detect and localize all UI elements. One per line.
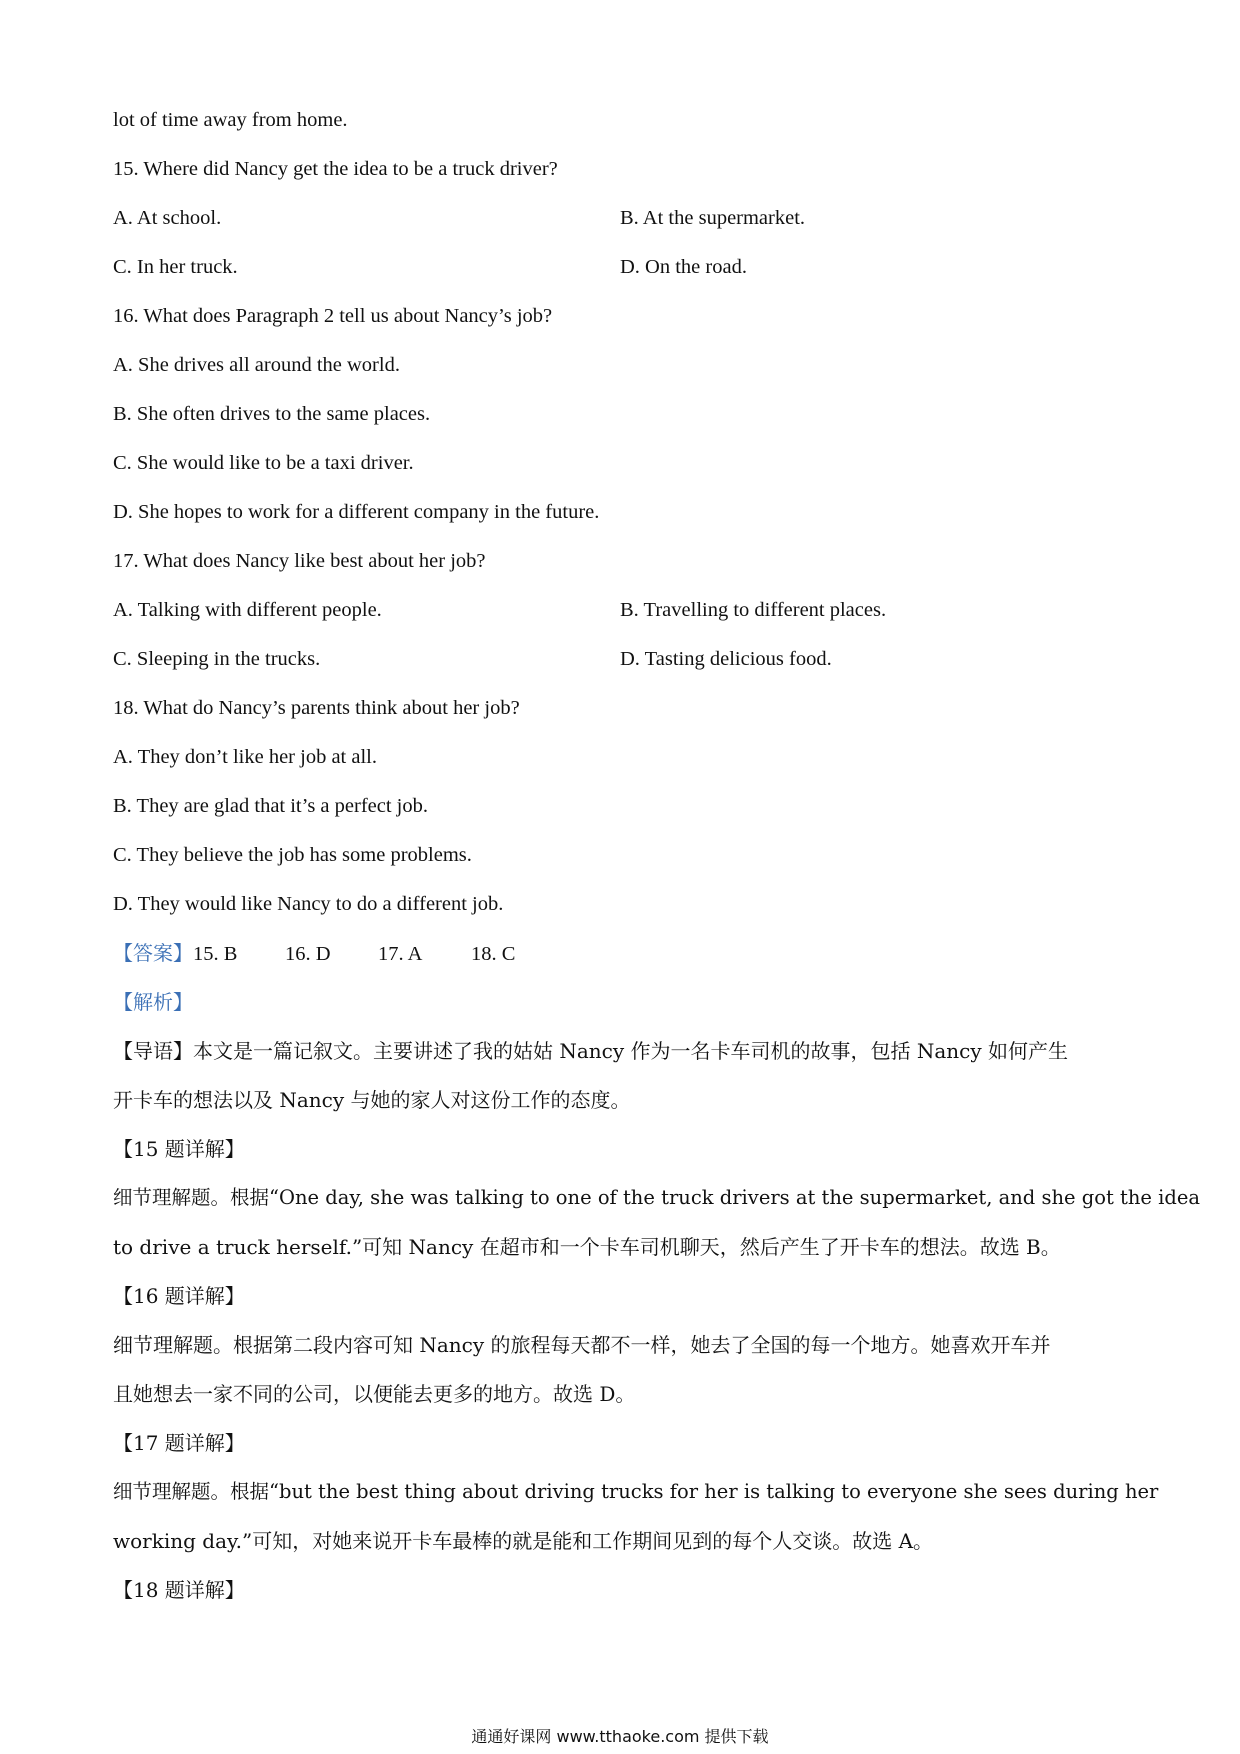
q18-option-b: B. They are glad that it’s a perfect job. bbox=[113, 795, 428, 817]
detail-18-title: 【18 题详解】 bbox=[113, 1578, 245, 1602]
answer-item: 16. D bbox=[285, 943, 331, 965]
q18-stem: 18. What do Nancy’s parents think about her job? bbox=[113, 697, 520, 719]
q18-option-a: A. They don’t like her job at all. bbox=[113, 746, 377, 768]
answer-item: 17. A bbox=[378, 943, 423, 965]
analysis-label: 【解析】 bbox=[113, 990, 193, 1014]
q15-option-d: D. On the road. bbox=[620, 256, 747, 278]
answer-line bbox=[113, 940, 515, 967]
answer-label: 【答案】 bbox=[113, 941, 193, 965]
q17-stem: 17. What does Nancy like best about her job? bbox=[113, 550, 486, 572]
q18-option-c: C. They believe the job has some problems. bbox=[113, 844, 472, 866]
q18-option-d: D. They would like Nancy to do a different job. bbox=[113, 893, 504, 915]
q17-option-c: C. Sleeping in the trucks. bbox=[113, 648, 321, 670]
detail-16-line-2: 且她想去一家不同的公司，以便能去更多的地方。故选 D。 bbox=[113, 1382, 636, 1406]
q15-option-c: C. In her truck. bbox=[113, 256, 238, 278]
guide-line-2: 开卡车的想法以及 Nancy 与她的家人对这份工作的态度。 bbox=[113, 1088, 631, 1112]
q16-option-a: A. She drives all around the world. bbox=[113, 354, 400, 376]
q16-option-c: C. She would like to be a taxi driver. bbox=[113, 452, 414, 474]
q15-stem: 15. Where did Nancy get the idea to be a truck driver? bbox=[113, 158, 558, 180]
q15-option-a: A. At school. bbox=[113, 207, 222, 229]
footer-text: 通通好课网 www.tthaoke.com 提供下载 bbox=[471, 1727, 769, 1746]
detail-16-title: 【16 题详解】 bbox=[113, 1284, 245, 1308]
answer-item: 15. B bbox=[193, 943, 238, 965]
q17-option-a: A. Talking with different people. bbox=[113, 599, 382, 621]
q16-stem: 16. What does Paragraph 2 tell us about Nancy’s job? bbox=[113, 305, 553, 327]
q16-option-d: D. She hopes to work for a different company in the future. bbox=[113, 501, 600, 523]
answer-item: 18. C bbox=[471, 943, 516, 965]
q17-option-b: B. Travelling to different places. bbox=[620, 599, 887, 621]
detail-16-line-1: 细节理解题。根据第二段内容可知 Nancy 的旅程每天都不一样，她去了全国的每一个地方。她喜欢开车并 bbox=[113, 1333, 1051, 1357]
q16-option-b: B. She often drives to the same places. bbox=[113, 403, 431, 425]
q15-option-b: B. At the supermarket. bbox=[620, 207, 806, 229]
detail-17-title: 【17 题详解】 bbox=[113, 1431, 245, 1455]
detail-15-line-2: to drive a truck herself.”可知 Nancy 在超市和一个卡车司机聊天，然后产生了开卡车的想法。故选 B。 bbox=[113, 1235, 1061, 1259]
intro-tail: lot of time away from home. bbox=[113, 109, 348, 131]
detail-17-line-2: working day.”可知，对她来说开卡车最棒的就是能和工作期间见到的每个人交谈。故选 A。 bbox=[113, 1529, 934, 1553]
guide-line-1: 【导语】本文是一篇记叙文。主要讲述了我的姑姑 Nancy 作为一名卡车司机的故事，包括 Nancy 如何产生 bbox=[113, 1039, 1069, 1063]
detail-17-line-1: 细节理解题。根据“but the best thing about driving trucks for her is talking to everyone she sees during her bbox=[113, 1480, 1159, 1503]
detail-15-line-1: 细节理解题。根据“One day, she was talking to one of the truck drivers at the supermarket, and she got the idea bbox=[113, 1186, 1201, 1209]
detail-15-title: 【15 题详解】 bbox=[113, 1137, 245, 1161]
q17-option-d: D. Tasting delicious food. bbox=[620, 648, 832, 670]
